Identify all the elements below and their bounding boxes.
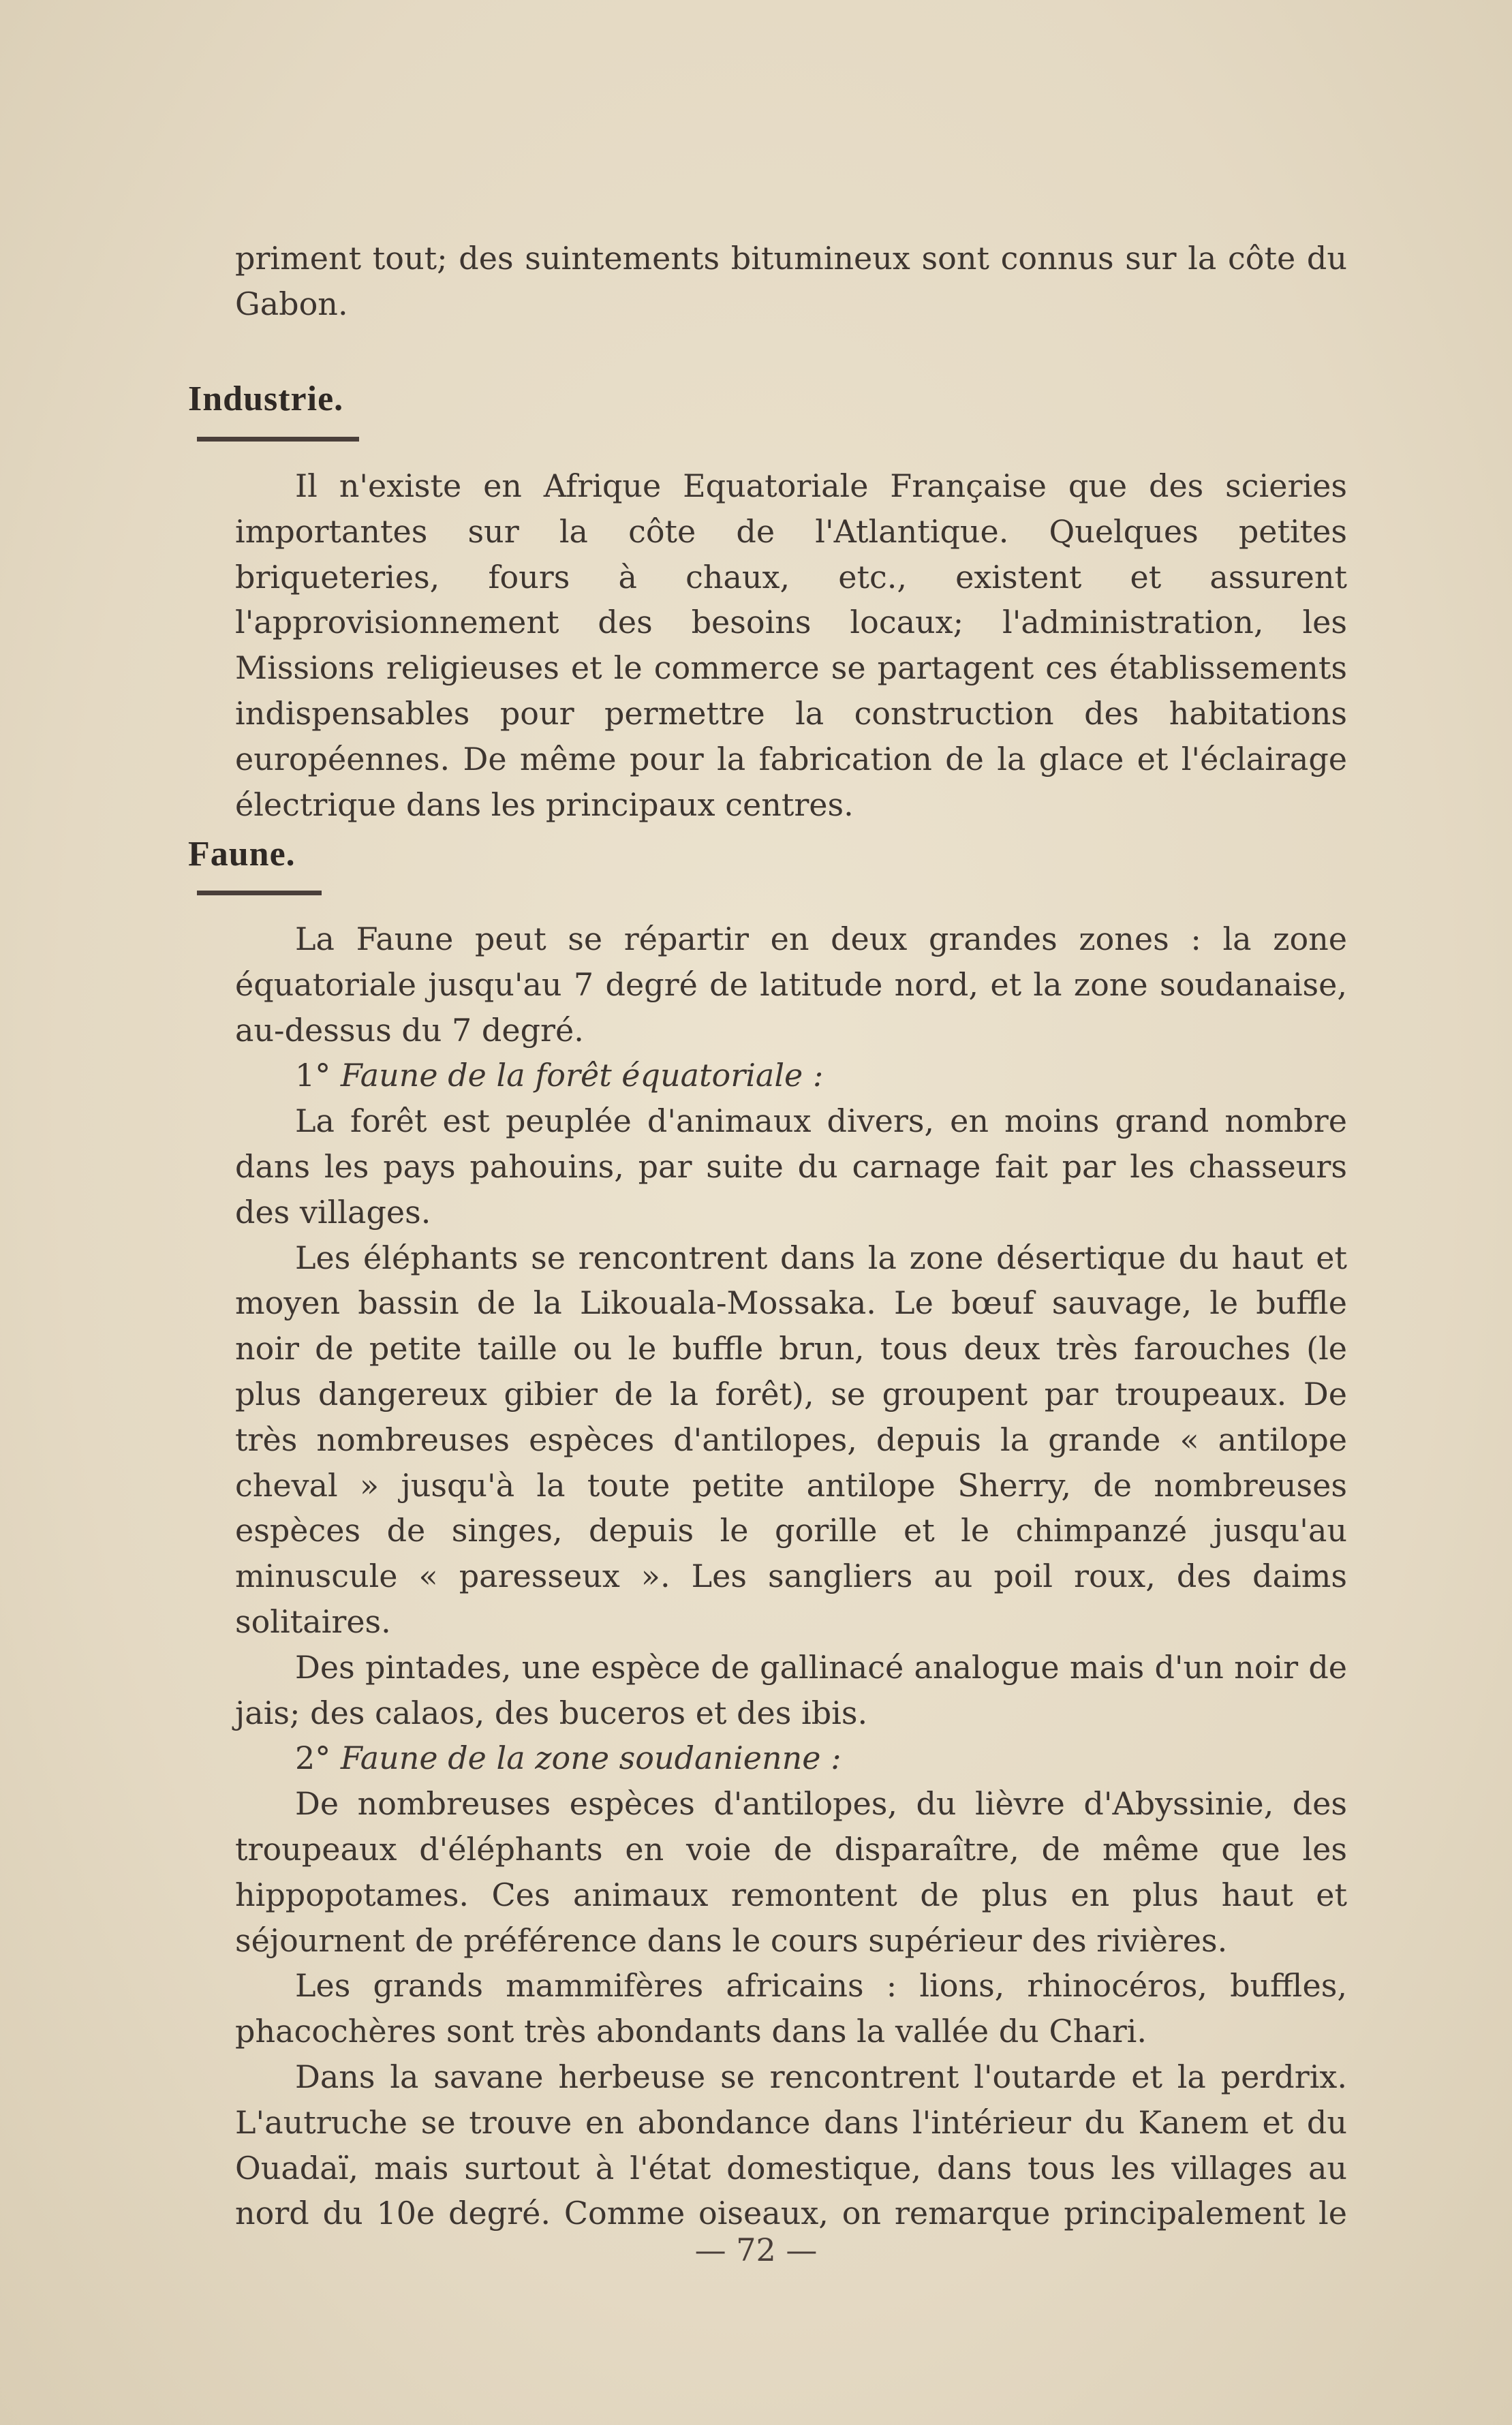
section1-paragraph-3: Des pintades, une espèce de gallinacé analogue mais d'un noir de jais; des calaos, des buceros et des ibis.	[235, 1648, 1347, 1731]
faune-underline	[197, 891, 322, 895]
section1-title: Faune de la forêt équatoriale :	[340, 1057, 824, 1094]
faune-section	[235, 916, 1347, 2236]
page-number: — 72 —	[694, 2231, 818, 2268]
faune-intro: La Faune peut se répartir en deux grandes zones : la zone équatoriale jusqu'au 7 degré de latitude nord, et la zone soudanaise, au-dessus du 7 degré.	[235, 921, 1347, 1049]
section2-title: Faune de la zone soudanienne :	[340, 1740, 842, 1777]
faune-heading: Faune.	[188, 835, 296, 874]
section1-paragraph-2: Les éléphants se rencontrent dans la zone désertique du haut et moyen bassin de la Likouala-Mossaka. Le bœuf sauvage, le buffle noir de petite taille ou le buffle brun, tous deux très farouches (le plus dangereux gibier de la forêt), se groupent par troupeaux. De très nombreuses espèces d'antilopes, depuis la grande « antilope cheval » jusqu'à la toute petite antilope Sherry, de nombreuses espèces de singes, depuis le gorille et le chimpanzé jusqu'au minuscule « paresseux ». Les sangliers au poil roux, des daims solitaires.	[235, 1239, 1347, 1640]
industrie-underline	[197, 437, 359, 442]
section2-heading	[235, 1735, 1347, 1781]
section2-paragraph-3: Dans la savane herbeuse se rencontrent l'outarde et la perdrix. L'autruche se trouve en abondance dans l'intérieur du Kanem et du Ouadaï, mais surtout à l'état domestique, dans tous les villages au nord du 10e degré. Comme oiseaux, on remarque principalement le	[235, 2058, 1347, 2232]
industrie-paragraph: Il n'existe en Afrique Equatoriale Française que des scieries importantes sur la côte de l'Atlantique. Quelques petites briqueteries, fours à chaux, etc., existent et assurent l'approvisionnement des besoins locaux; l'administration, les Missions religieuses et le commerce se partagent ces établissements indispensables pour permettre la construction des habitations européennes. De même pour la fabrication de la glace et l'éclairage électrique dans les principaux centres.	[235, 467, 1347, 823]
section1-heading	[235, 1053, 1347, 1098]
section2-paragraph-1: De nombreuses espèces d'antilopes, du lièvre d'Abyssinie, des troupeaux d'éléphants en voie de disparaître, de même que les hippopotames. Ces animaux remontent de plus en plus haut et séjournent de préférence dans le cours supérieur des rivières.	[235, 1785, 1347, 1959]
continuation-paragraph	[235, 236, 1347, 327]
top-paragraph: priment tout; des suintements bitumineux sont connus sur la côte du Gabon.	[235, 240, 1347, 322]
industrie-section	[235, 463, 1347, 827]
section2-number: 2°	[295, 1740, 331, 1777]
section1-number: 1°	[295, 1057, 331, 1094]
section1-paragraph-1: La forêt est peuplée d'animaux divers, en moins grand nombre dans les pays pahouins, par suite du carnage fait par les chasseurs des villages.	[235, 1102, 1347, 1231]
section2-paragraph-2: Les grands mammifères africains : lions, rhinocéros, buffles, phacochères sont très abondants dans la vallée du Chari.	[235, 1967, 1347, 2050]
industrie-heading: Industrie.	[188, 380, 344, 418]
